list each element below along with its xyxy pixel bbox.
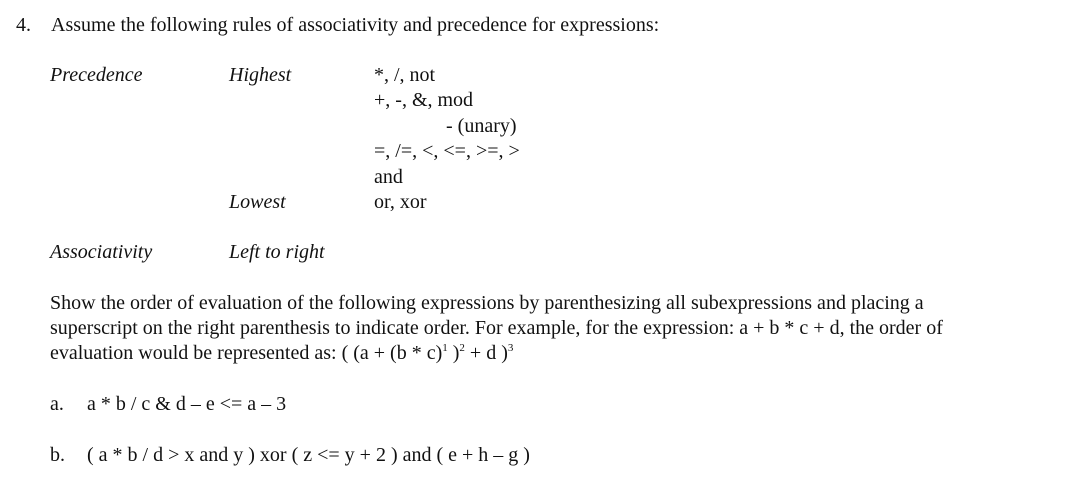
precedence-level-5: and — [374, 166, 403, 188]
instructions-line-2: superscript on the right parenthesis to indicate order. For example, for the expression: a + b * c + d, the order of — [50, 317, 943, 339]
question-prompt: Assume the following rules of associativity and precedence for expressions: — [51, 14, 660, 36]
example-middle-2: + d ) — [464, 342, 508, 364]
order-superscript-1: 1 — [442, 342, 448, 354]
lowest-label: Lowest — [229, 191, 286, 213]
associativity-value: Left to right — [229, 241, 325, 263]
part-a-label: a. — [50, 393, 64, 415]
instructions-line-3 — [50, 342, 513, 364]
precedence-level-1: *, /, not — [374, 64, 436, 86]
example-prefix: evaluation would be represented as: ( (a + (b * c) — [50, 342, 443, 364]
part-b-expression: ( a * b / d > x and y ) xor ( z <= y + 2 ) and ( e + h – g ) — [87, 444, 530, 466]
precedence-level-6: or, xor — [374, 191, 427, 213]
order-superscript-3: 3 — [507, 342, 514, 354]
associativity-label: Associativity — [50, 241, 153, 263]
precedence-level-4: =, /=, <, <=, >=, > — [374, 140, 520, 162]
part-a-expression: a * b / c & d – e <= a – 3 — [87, 393, 287, 415]
question-number: 4. — [16, 14, 31, 36]
precedence-level-2: +, -, &, mod — [374, 89, 474, 111]
precedence-level-3: - (unary) — [446, 115, 517, 137]
instructions-line-1: Show the order of evaluation of the following expressions by parenthesizing all subexpressions and placing a — [50, 292, 924, 314]
order-superscript-2: 2 — [459, 342, 465, 354]
part-b-label: b. — [50, 444, 65, 466]
highest-label: Highest — [229, 64, 292, 86]
example-middle-1: ) — [447, 342, 460, 364]
precedence-label: Precedence — [50, 64, 143, 86]
